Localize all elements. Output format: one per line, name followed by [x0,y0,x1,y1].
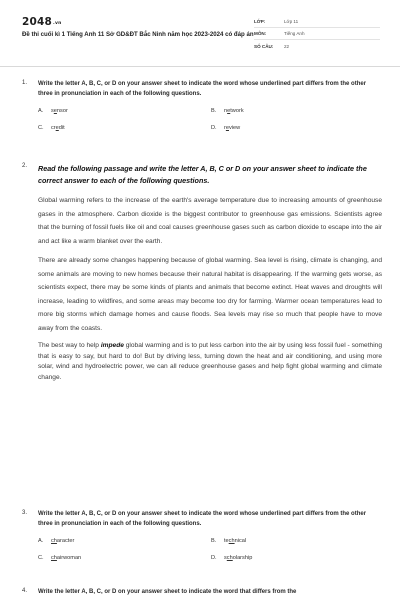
meta-label: MÔN: [254,31,267,36]
reading-passage [38,194,382,383]
meta-label: LỚP: [254,19,266,24]
page-title: Đề thi cuối kì 1 Tiếng Anh 11 Sở GD&ĐT Bắc Ninh năm học 2023-2024 có đáp án [22,31,254,38]
question-3 [22,510,382,561]
passage-paragraph: There are already some changes happening because of global warming. Sea level is rising, climate is changing, and some animals are moving to new homes because their natural habitat is disappearing. If the warming gets worse, as scientists expect, there may be some kinds of plants and animals that become extinct. Heat waves and droughts will increase, leading to wildfires, and some areas may become too dry for farming. Warmer ocean temperatures lead to more big storms which damage homes and cause floods. Sea levels may rise so much that people have to move away from the coasts. [38,257,382,332]
question-number: 2. [22,163,28,169]
answer-options [38,538,382,561]
exam-meta [254,16,380,52]
question-1 [22,80,382,131]
site-logo[interactable]: 2048.vn [22,16,62,28]
passage-paragraph: Global warming refers to the increase of the earth's average temperature due to increasing amounts of greenhouse gases in the atmosphere. Carbon dioxide is the biggest contributor to greenhouse gas emissions. Scientists agree that the burning of fossil fuels like oil and coal causes greenhouse gases such as carbon dioxide to escape into the air and act like a warm blanket over the earth. [38,197,382,245]
option-b[interactable]: B. network [211,107,244,114]
question-text: Write the letter A, B, C, or D on your answer sheet to indicate the word that differs from the [38,589,297,595]
question-4 [22,588,382,598]
option-d[interactable]: D. scholarship [211,554,253,561]
header-divider [0,66,400,67]
meta-value: Lớp 11 [284,19,299,24]
highlighted-word: impede [100,342,124,350]
option-a[interactable]: A. sensor [38,107,68,114]
option-d[interactable]: D. review [211,124,241,131]
option-c[interactable]: C. credit [38,124,65,131]
question-number: 4. [22,588,28,594]
question-number: 3. [22,510,28,516]
answer-options [38,108,382,131]
meta-row-subject [254,28,380,40]
question-number: 1. [22,80,28,86]
header [0,0,400,68]
passage-paragraph: The best way to help impede global warming and is to put less carbon into the air by using less fossil fuel - something that is easy to say, but hard to do! But by driving less, turning down the heat and air conditioning, and using more solar, wind and hydroelectric power, we can all reduce greenhouse gases and help fight global warming and climate change. [38,342,383,381]
option-b[interactable]: B. technical [211,537,247,544]
question-text: Write the letter A, B, C, or D on your answer sheet to indicate the word whose underlined part differs from the other three in pronunciation in each of the following questions. [38,81,367,97]
option-a[interactable]: A. character [38,537,75,544]
question-text: Write the letter A, B, C, or D on your answer sheet to indicate the word whose underlined part differs from the other three in pronunciation in each of the following questions. [38,511,367,527]
meta-label: SỐ CÂU: [254,43,274,49]
question-text: Read the following passage and write the letter A, B, C or D on your answer sheet to indicate the correct answer to each of the following questions. [38,164,367,185]
meta-row-class [254,16,380,28]
question-2 [22,163,382,389]
meta-value: 22 [284,43,290,49]
option-c[interactable]: C. chairwoman [38,554,82,561]
meta-row-count [254,40,380,52]
meta-value: Tiếng Anh [284,31,305,36]
